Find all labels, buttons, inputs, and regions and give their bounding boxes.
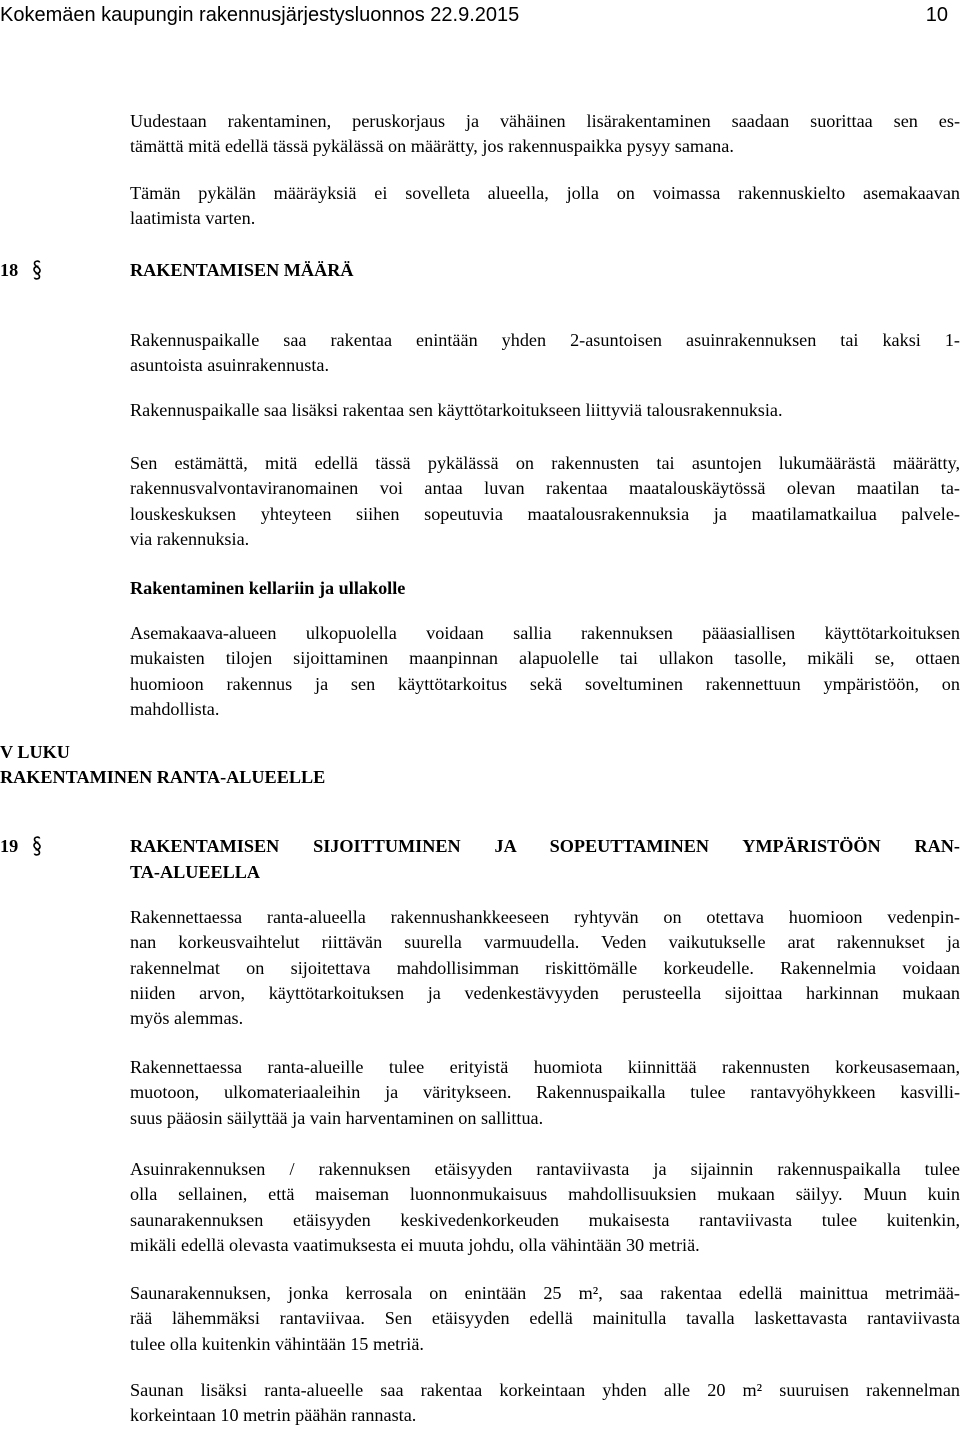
paragraph-agricultural-buildings bbox=[130, 451, 960, 552]
text-line: Sen estämättä, mitä edellä tässä pykälässä on rakennusten tai asuntojen lukumäärästä määrätty, bbox=[130, 453, 960, 473]
section-number: 18 bbox=[0, 260, 19, 280]
page-number: 10 bbox=[925, 4, 948, 26]
text-line: nan korkeusvaihtelut riittävän suurella varmuudella. Veden vaikutukselle arat rakennukset ja bbox=[130, 932, 960, 953]
paragraph-rebuilding bbox=[130, 109, 960, 160]
text-line: Rakennuspaikalle saa rakentaa enintään yhden 2-asuntoisen asuinrakennuksen tai kaksi 1- bbox=[130, 330, 960, 350]
text-line: mukaisten tilojen sijoittaminen maanpinnan alapuolelle tai ullakon tasolle, mikäli se, ottaen bbox=[130, 648, 960, 669]
document-title: Kokemäen kaupungin rakennusjärjestysluonnos 22.9.2015 bbox=[0, 4, 520, 26]
text-line: louskeskuksen yhteyteen siihen sopeutuvia maatalousrakennuksia ja maatilamatkailua palvele- bbox=[130, 503, 960, 524]
text-line: Rakennuspaikalle saa lisäksi rakentaa sen käyttötarkoitukseen liittyviä talousrakennuksia. bbox=[130, 400, 783, 420]
text-line: rakennelmat on sijoitettava mahdollisimman riskittömälle korkeudelle. Rakennelmia voidaan bbox=[130, 957, 960, 978]
text-line: myös alemmas. bbox=[130, 1008, 244, 1029]
text-line: olla sellainen, että maiseman luonnonmukaisuus mahdollisuuksien mukaan säilyy. Muun kuin bbox=[130, 1184, 960, 1205]
text-line: asuntoista asuinrakennusta. bbox=[130, 355, 330, 376]
paragraph-additional-structure bbox=[130, 1378, 960, 1429]
paragraph-water-level bbox=[130, 905, 960, 1031]
text-line: muotoon, ulkomateriaaleihin ja väritykseen. Rakennuspaikalla tulee rantavyöhykkeen kasvilli- bbox=[130, 1082, 960, 1103]
text-line: mahdollista. bbox=[130, 698, 220, 719]
text-line: Saunan lisäksi ranta-alueelle saa rakentaa korkeintaan yhden alle 20 m² suuruisen rakennelman bbox=[130, 1380, 960, 1400]
text-line: tämättä mitä edellä tässä pykälässä on määrätty, jos rakennuspaikka pysyy samana. bbox=[130, 136, 734, 157]
text-line: Tämän pykälän määräyksiä ei sovelleta alueella, jolla on voimassa rakennuskielto asemakaavan bbox=[130, 183, 960, 203]
text-line: rää lähemmäksi rantaviivaa. Sen etäisyyden edellä mainitulla tavalla laskettavasta rantaviivasta bbox=[130, 1308, 960, 1329]
text-line: Asuinrakennuksen / rakennuksen etäisyyden rantaviivasta ja sijainnin rakennuspaikalla tulee bbox=[130, 1159, 960, 1179]
text-line: laatimista varten. bbox=[130, 208, 256, 229]
text-line: mikäli edellä olevasta vaatimuksesta ei muuta johdu, olla vähintään 30 metriä. bbox=[130, 1234, 700, 1255]
text-line: suus pääosin säilyttää ja vain harventaminen on sallittua. bbox=[130, 1107, 544, 1128]
text-line: Rakennettaessa ranta-alueella rakennushankkeeseen ryhtyvän on otettava huomioon vedenpin- bbox=[130, 907, 960, 927]
chapter-number: V LUKU bbox=[0, 742, 70, 762]
text-line: Rakennettaessa ranta-alueille tulee erityistä huomiota kiinnittää rakennusten korkeusasemaan, bbox=[130, 1057, 960, 1077]
text-line: huomioon rakennus ja sen käyttötarkoitus sekä soveltuminen rakennettuun ympäristöön, on bbox=[130, 673, 960, 694]
text-line: rakennusvalvontaviranomainen voi antaa luvan rakentaa maatalouskäytössä olevan maatilan ta- bbox=[130, 478, 960, 499]
paragraph-building-amount bbox=[130, 328, 960, 379]
paragraph-shore-appearance bbox=[130, 1055, 960, 1131]
paragraph-building-ban bbox=[130, 181, 960, 232]
section-sign-icon bbox=[31, 833, 43, 859]
text-line: Saunarakennuksen, jonka kerrosala on enintään 25 m², saa rakentaa edellä mainittua metrimää- bbox=[130, 1283, 960, 1303]
text-line: niiden arvon, käyttötarkoituksen ja vedenkestävyyden perusteella sijoittaa harkinnan mukaan bbox=[130, 982, 960, 1003]
text-line: Asemakaava-alueen ulkopuolella voidaan sallia rakennuksen pääasiallisen käyttötarkoituksen bbox=[130, 623, 960, 643]
section-title: RAKENTAMISEN MÄÄRÄ bbox=[130, 260, 354, 280]
chapter-title: RAKENTAMINEN RANTA-ALUEELLE bbox=[0, 767, 326, 787]
section-number: 19 bbox=[0, 836, 19, 856]
text-line: saunarakennuksen etäisyyden keskivedenkorkeuden mukaisesta rantaviivasta tulee kuitenkin, bbox=[130, 1209, 960, 1230]
paragraph-shore-distance bbox=[130, 1157, 960, 1258]
section-title bbox=[130, 833, 960, 885]
page-header bbox=[0, 0, 960, 30]
paragraph-sauna-distance bbox=[130, 1281, 960, 1357]
text-line: via rakennuksia. bbox=[130, 528, 250, 549]
paragraph-basement-attic bbox=[130, 621, 960, 722]
text-line: tulee olla kuitenkin vähintään 15 metriä. bbox=[130, 1333, 424, 1354]
subheading-basement-attic: Rakentaminen kellariin ja ullakolle bbox=[130, 578, 406, 598]
section-sign-icon bbox=[31, 257, 43, 283]
text-line: korkeintaan 10 metrin päähän rannasta. bbox=[130, 1405, 417, 1426]
paragraph-outbuildings bbox=[130, 398, 960, 423]
section-title-line: TA-ALUEELLA bbox=[130, 862, 261, 882]
section-title-line: RAKENTAMISEN SIJOITTUMINEN JA SOPEUTTAMINEN YMPÄRISTÖÖN RAN- bbox=[130, 836, 960, 856]
text-line: Uudestaan rakentaminen, peruskorjaus ja vähäinen lisärakentaminen saadaan suorittaa sen es- bbox=[130, 111, 960, 131]
